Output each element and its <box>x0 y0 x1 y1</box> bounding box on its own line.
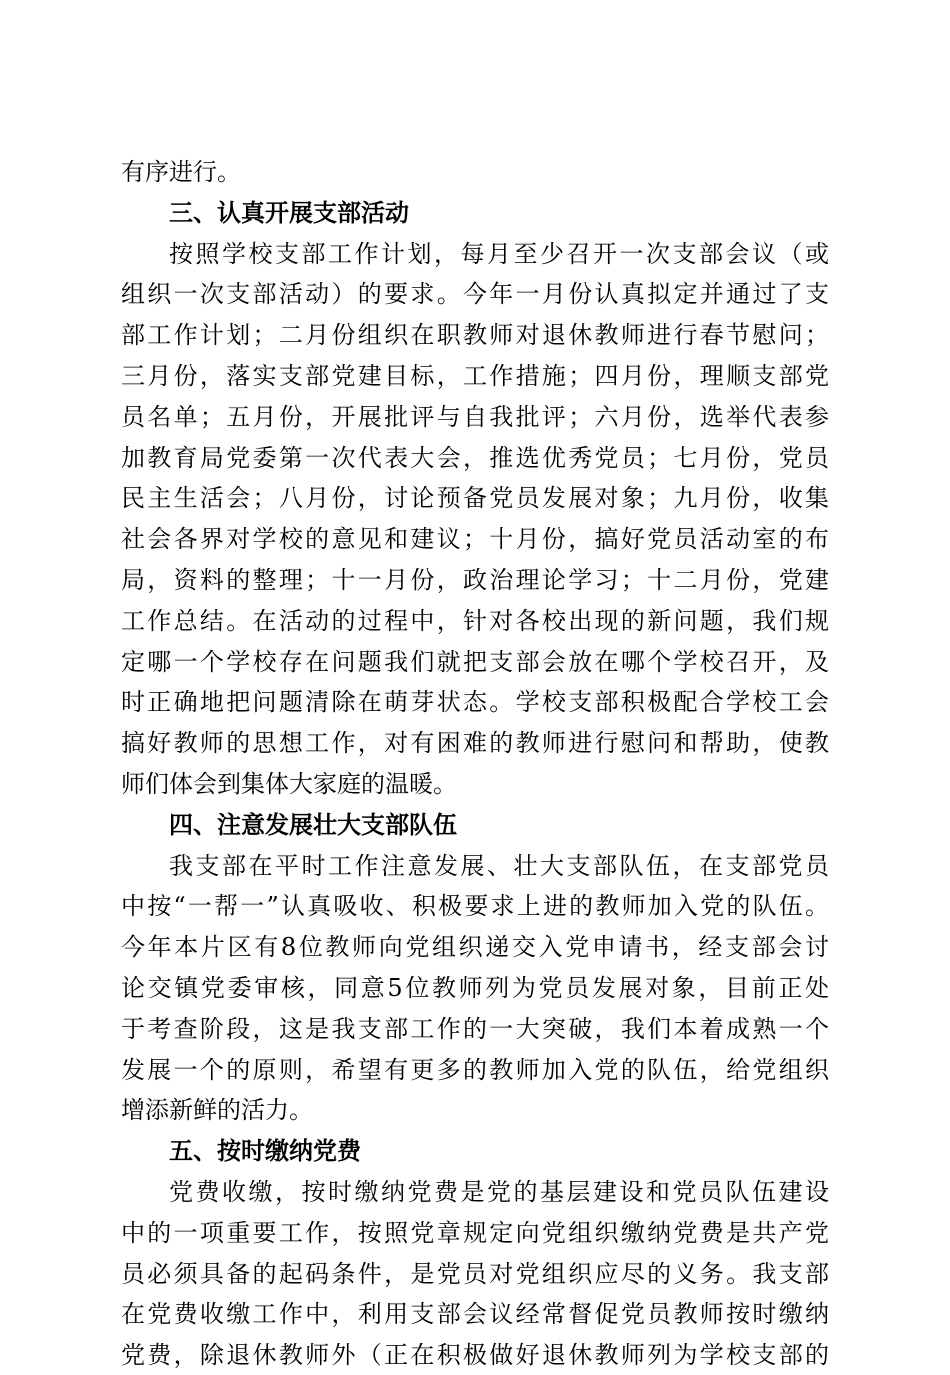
body-line: 论交镇党委审核，同意5位教师列为党员发展对象，目前正处 <box>121 974 829 1002</box>
paragraph-first-line: 按照学校支部工作计划，每月至少召开一次支部会议（或 <box>169 240 829 268</box>
body-line: 今年本片区有8位教师向党组织递交入党申请书，经支部会讨 <box>121 933 829 961</box>
body-line: 党费，除退休教师外（正在积极做好退休教师列为学校支部的 <box>121 1341 829 1369</box>
body-line: 员名单；五月份，开展批评与自我批评；六月份，选举代表参 <box>121 403 829 431</box>
body-line: 民主生活会；八月份，讨论预备党员发展对象；九月份，收集 <box>121 484 829 512</box>
section-heading: 三、认真开展支部活动 <box>169 199 409 227</box>
body-line: 工作总结。在活动的过程中，针对各校出现的新问题，我们规 <box>121 607 829 635</box>
body-line: 局，资料的整理；十一月份，政治理论学习；十二月份，党建 <box>121 566 829 594</box>
paragraph-last-line: 师们体会到集体大家庭的温暖。 <box>121 770 457 798</box>
section-heading: 五、按时缴纳党费 <box>169 1137 361 1165</box>
body-line: 中按“一帮一”认真吸收、积极要求上进的教师加入党的队伍。 <box>121 892 829 920</box>
body-line: 发展一个的原则，希望有更多的教师加入党的队伍，给党组织 <box>121 1056 829 1084</box>
body-line: 定哪一个学校存在问题我们就把支部会放在哪个学校召开，及 <box>121 648 829 676</box>
body-line: 中的一项重要工作，按照党章规定向党组织缴纳党费是共产党 <box>121 1219 829 1247</box>
paragraph-last-line: 有序进行。 <box>121 158 241 186</box>
paragraph-first-line: 我支部在平时工作注意发展、壮大支部队伍，在支部党员 <box>169 852 829 880</box>
body-line: 三月份，落实支部党建目标，工作措施；四月份，理顺支部党 <box>121 362 829 390</box>
body-line: 部工作计划；二月份组织在职教师对退休教师进行春节慰问； <box>121 321 829 349</box>
body-line: 搞好教师的思想工作，对有困难的教师进行慰问和帮助，使教 <box>121 729 829 757</box>
paragraph-first-line: 党费收缴，按时缴纳党费是党的基层建设和党员队伍建设 <box>169 1178 829 1206</box>
body-line: 组织一次支部活动）的要求。今年一月份认真拟定并通过了支 <box>121 280 829 308</box>
body-line: 社会各界对学校的意见和建议；十月份，搞好党员活动室的布 <box>121 525 829 553</box>
body-line: 员必须具备的起码条件，是党员对党组织应尽的义务。我支部 <box>121 1260 829 1288</box>
body-line: 时正确地把问题清除在萌芽状态。学校支部积极配合学校工会 <box>121 688 829 716</box>
paragraph-last-line: 增添新鲜的活力。 <box>121 1096 313 1124</box>
body-line: 加教育局党委第一次代表大会，推选优秀党员；七月份，党员 <box>121 444 829 472</box>
section-heading: 四、注意发展壮大支部队伍 <box>169 811 457 839</box>
body-line: 于考查阶段，这是我支部工作的一大突破，我们本着成熟一个 <box>121 1015 829 1043</box>
body-line: 在党费收缴工作中，利用支部会议经常督促党员教师按时缴纳 <box>121 1300 829 1328</box>
